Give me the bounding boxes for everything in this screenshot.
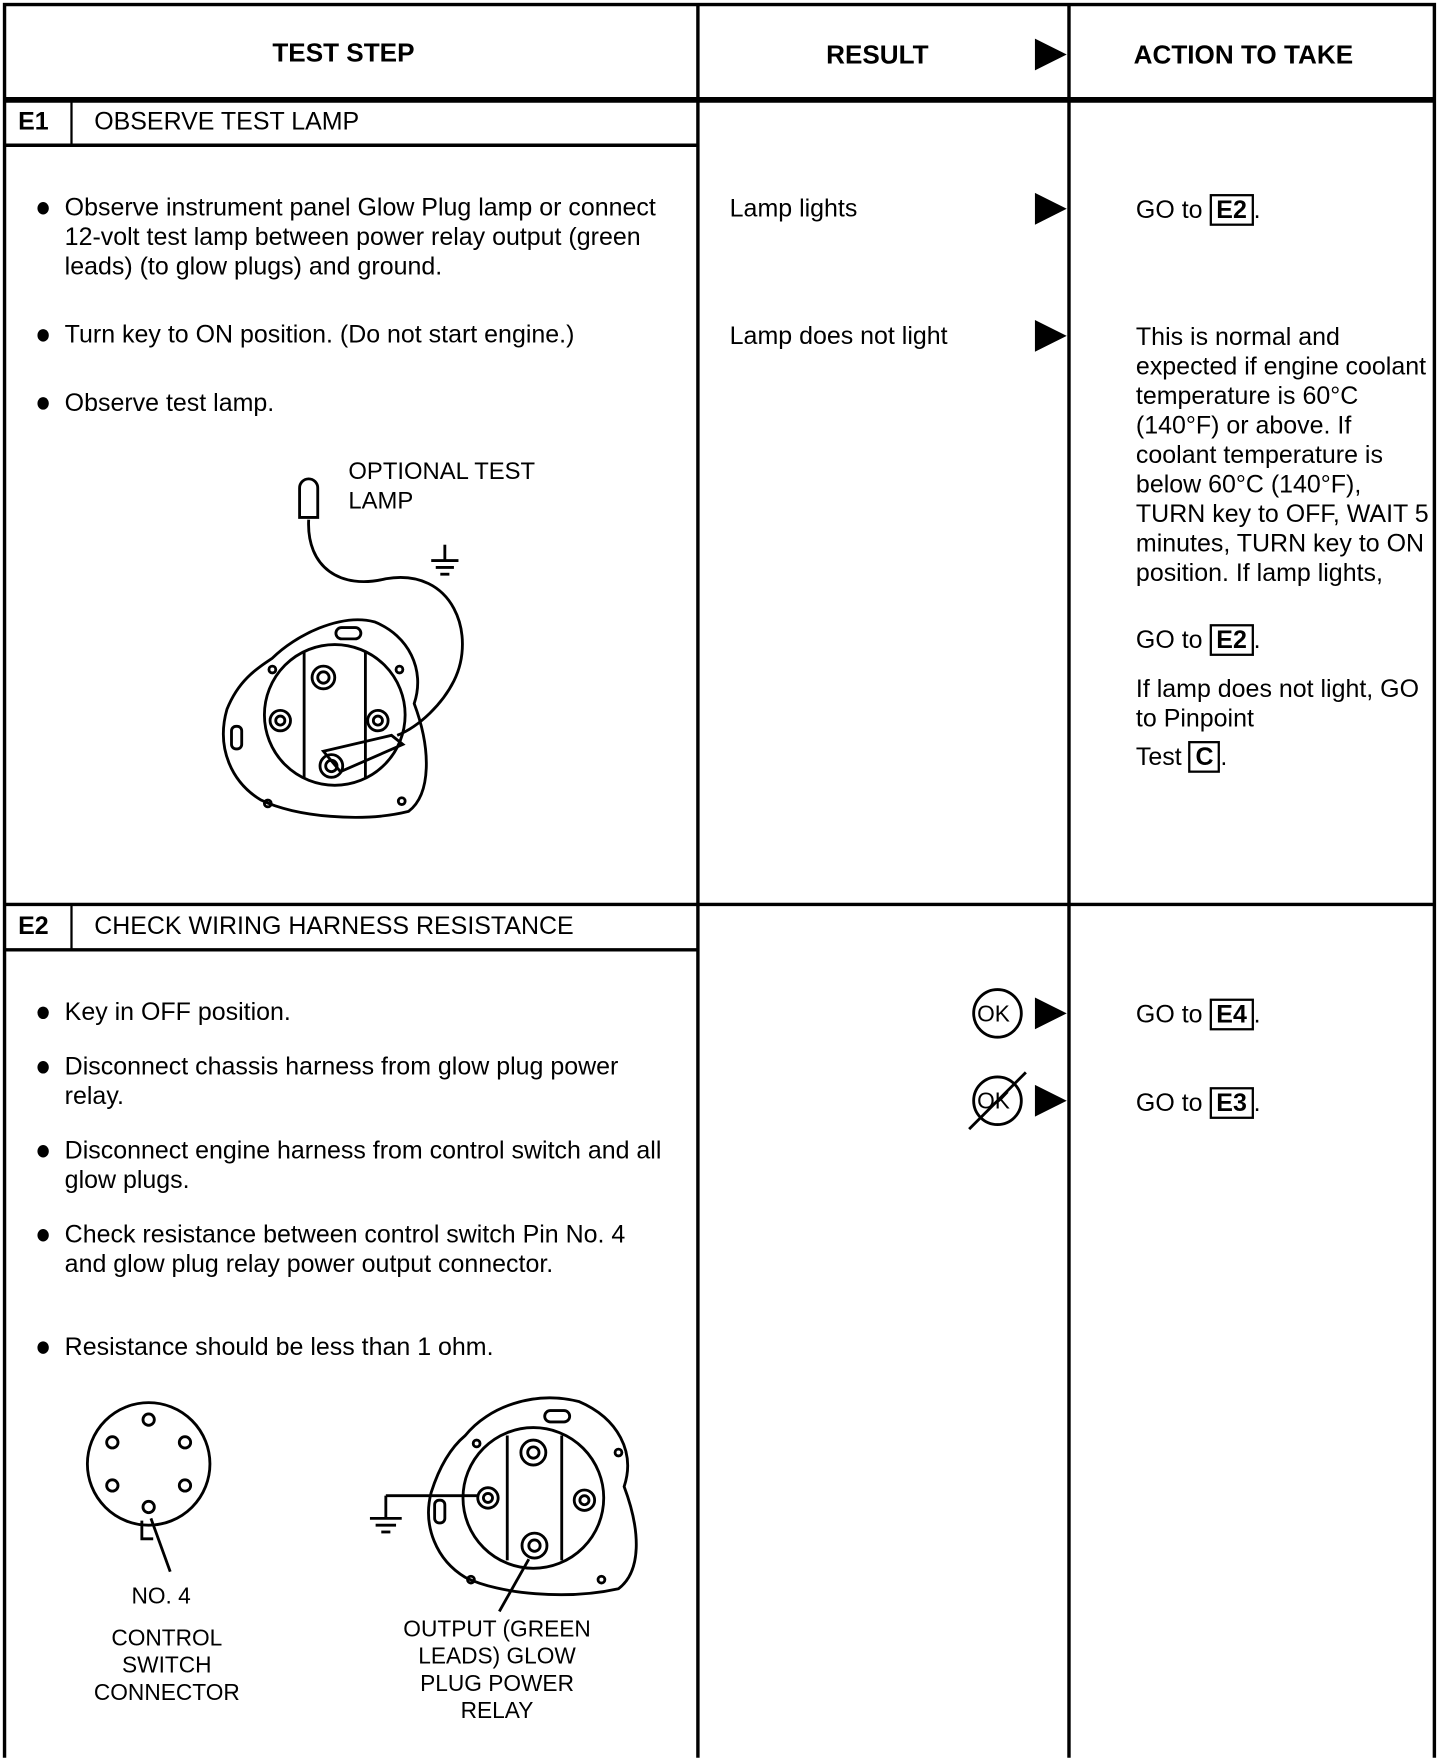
- arrow-icon: [1035, 320, 1067, 352]
- glow-plug-power-relay-diagram: [370, 1398, 636, 1611]
- control-switch-connector-label: CONTROL SWITCH CONNECTOR: [93, 1626, 240, 1706]
- step-id-e2: E2: [18, 911, 49, 940]
- e2-step-3: Disconnect engine harness from control switch and all glow plugs.: [65, 1136, 678, 1195]
- e1-action-1: GO to E2 .: [1136, 194, 1261, 226]
- not-ok-label: OK: [977, 1089, 1010, 1115]
- arrow-icon: [1035, 39, 1067, 71]
- e1-step-2: Turn key to ON position. (Do not start engine.): [65, 320, 689, 350]
- e2-step-1: Key in OFF position.: [65, 997, 678, 1027]
- step-id-e1: E1: [18, 106, 49, 136]
- goto-e3-ref: E3: [1209, 1087, 1253, 1119]
- e1-result-2: Lamp does not light: [729, 321, 948, 350]
- e1-action-2-test: Test C .: [1136, 741, 1227, 773]
- goto-e2-ref: E2: [1209, 624, 1253, 656]
- control-switch-connector-diagram: [87, 1403, 210, 1572]
- pinpoint-test-c-ref: C: [1189, 741, 1221, 773]
- e1-action-2-text2: If lamp does not light, GO to Pinpoint: [1135, 674, 1420, 732]
- header-result: RESULT: [826, 39, 929, 70]
- arrow-icon: [1035, 1085, 1067, 1117]
- e1-step-1: Observe instrument panel Glow Plug lamp or connect 12-volt test lamp between power relay output (green leads) (to glow plugs) and ground.: [65, 193, 689, 282]
- goto-e2-ref: E2: [1209, 194, 1253, 226]
- step-title-e2: CHECK WIRING HARNESS RESISTANCE: [94, 911, 574, 940]
- e2-action-not-ok: GO to E3 .: [1136, 1087, 1261, 1119]
- pin-no4-label: NO. 4: [131, 1584, 191, 1610]
- e1-step-3: Observe test lamp.: [65, 388, 689, 418]
- e2-step-4: Check resistance between control switch Pin No. 4 and glow plug relay power output connector.: [65, 1220, 655, 1279]
- header-action: ACTION TO TAKE: [1133, 39, 1354, 70]
- header-test-step: TEST STEP: [272, 37, 415, 67]
- e1-action-2-goto: GO to E2 .: [1136, 624, 1261, 656]
- power-relay-label: OUTPUT (GREEN LEADS) GLOW PLUG POWER RELAY: [403, 1617, 591, 1724]
- optional-test-lamp-label: OPTIONAL TEST LAMP: [348, 458, 535, 515]
- goto-e4-ref: E4: [1209, 999, 1253, 1031]
- test-lamp-relay-diagram: [223, 479, 462, 817]
- e1-action-2-text: This is normal and expected if engine coolant temperature is 60°C (140°F) or above. If coolant temperature is below 60°C (140°F), TURN key to OFF, WAIT 5 minutes, TURN key to ON position. If lamp lights,: [1135, 322, 1429, 587]
- arrow-icon: [1035, 997, 1067, 1029]
- ok-label: OK: [977, 1002, 1010, 1027]
- arrow-icon: [1035, 193, 1067, 225]
- e2-step-5: Resistance should be less than 1 ohm.: [65, 1332, 678, 1362]
- step-title-e1: OBSERVE TEST LAMP: [94, 106, 360, 136]
- e2-step-2: Disconnect chassis harness from glow plug power relay.: [65, 1052, 655, 1111]
- e2-action-ok: GO to E4 .: [1136, 999, 1261, 1031]
- e1-result-1: Lamp lights: [729, 194, 858, 223]
